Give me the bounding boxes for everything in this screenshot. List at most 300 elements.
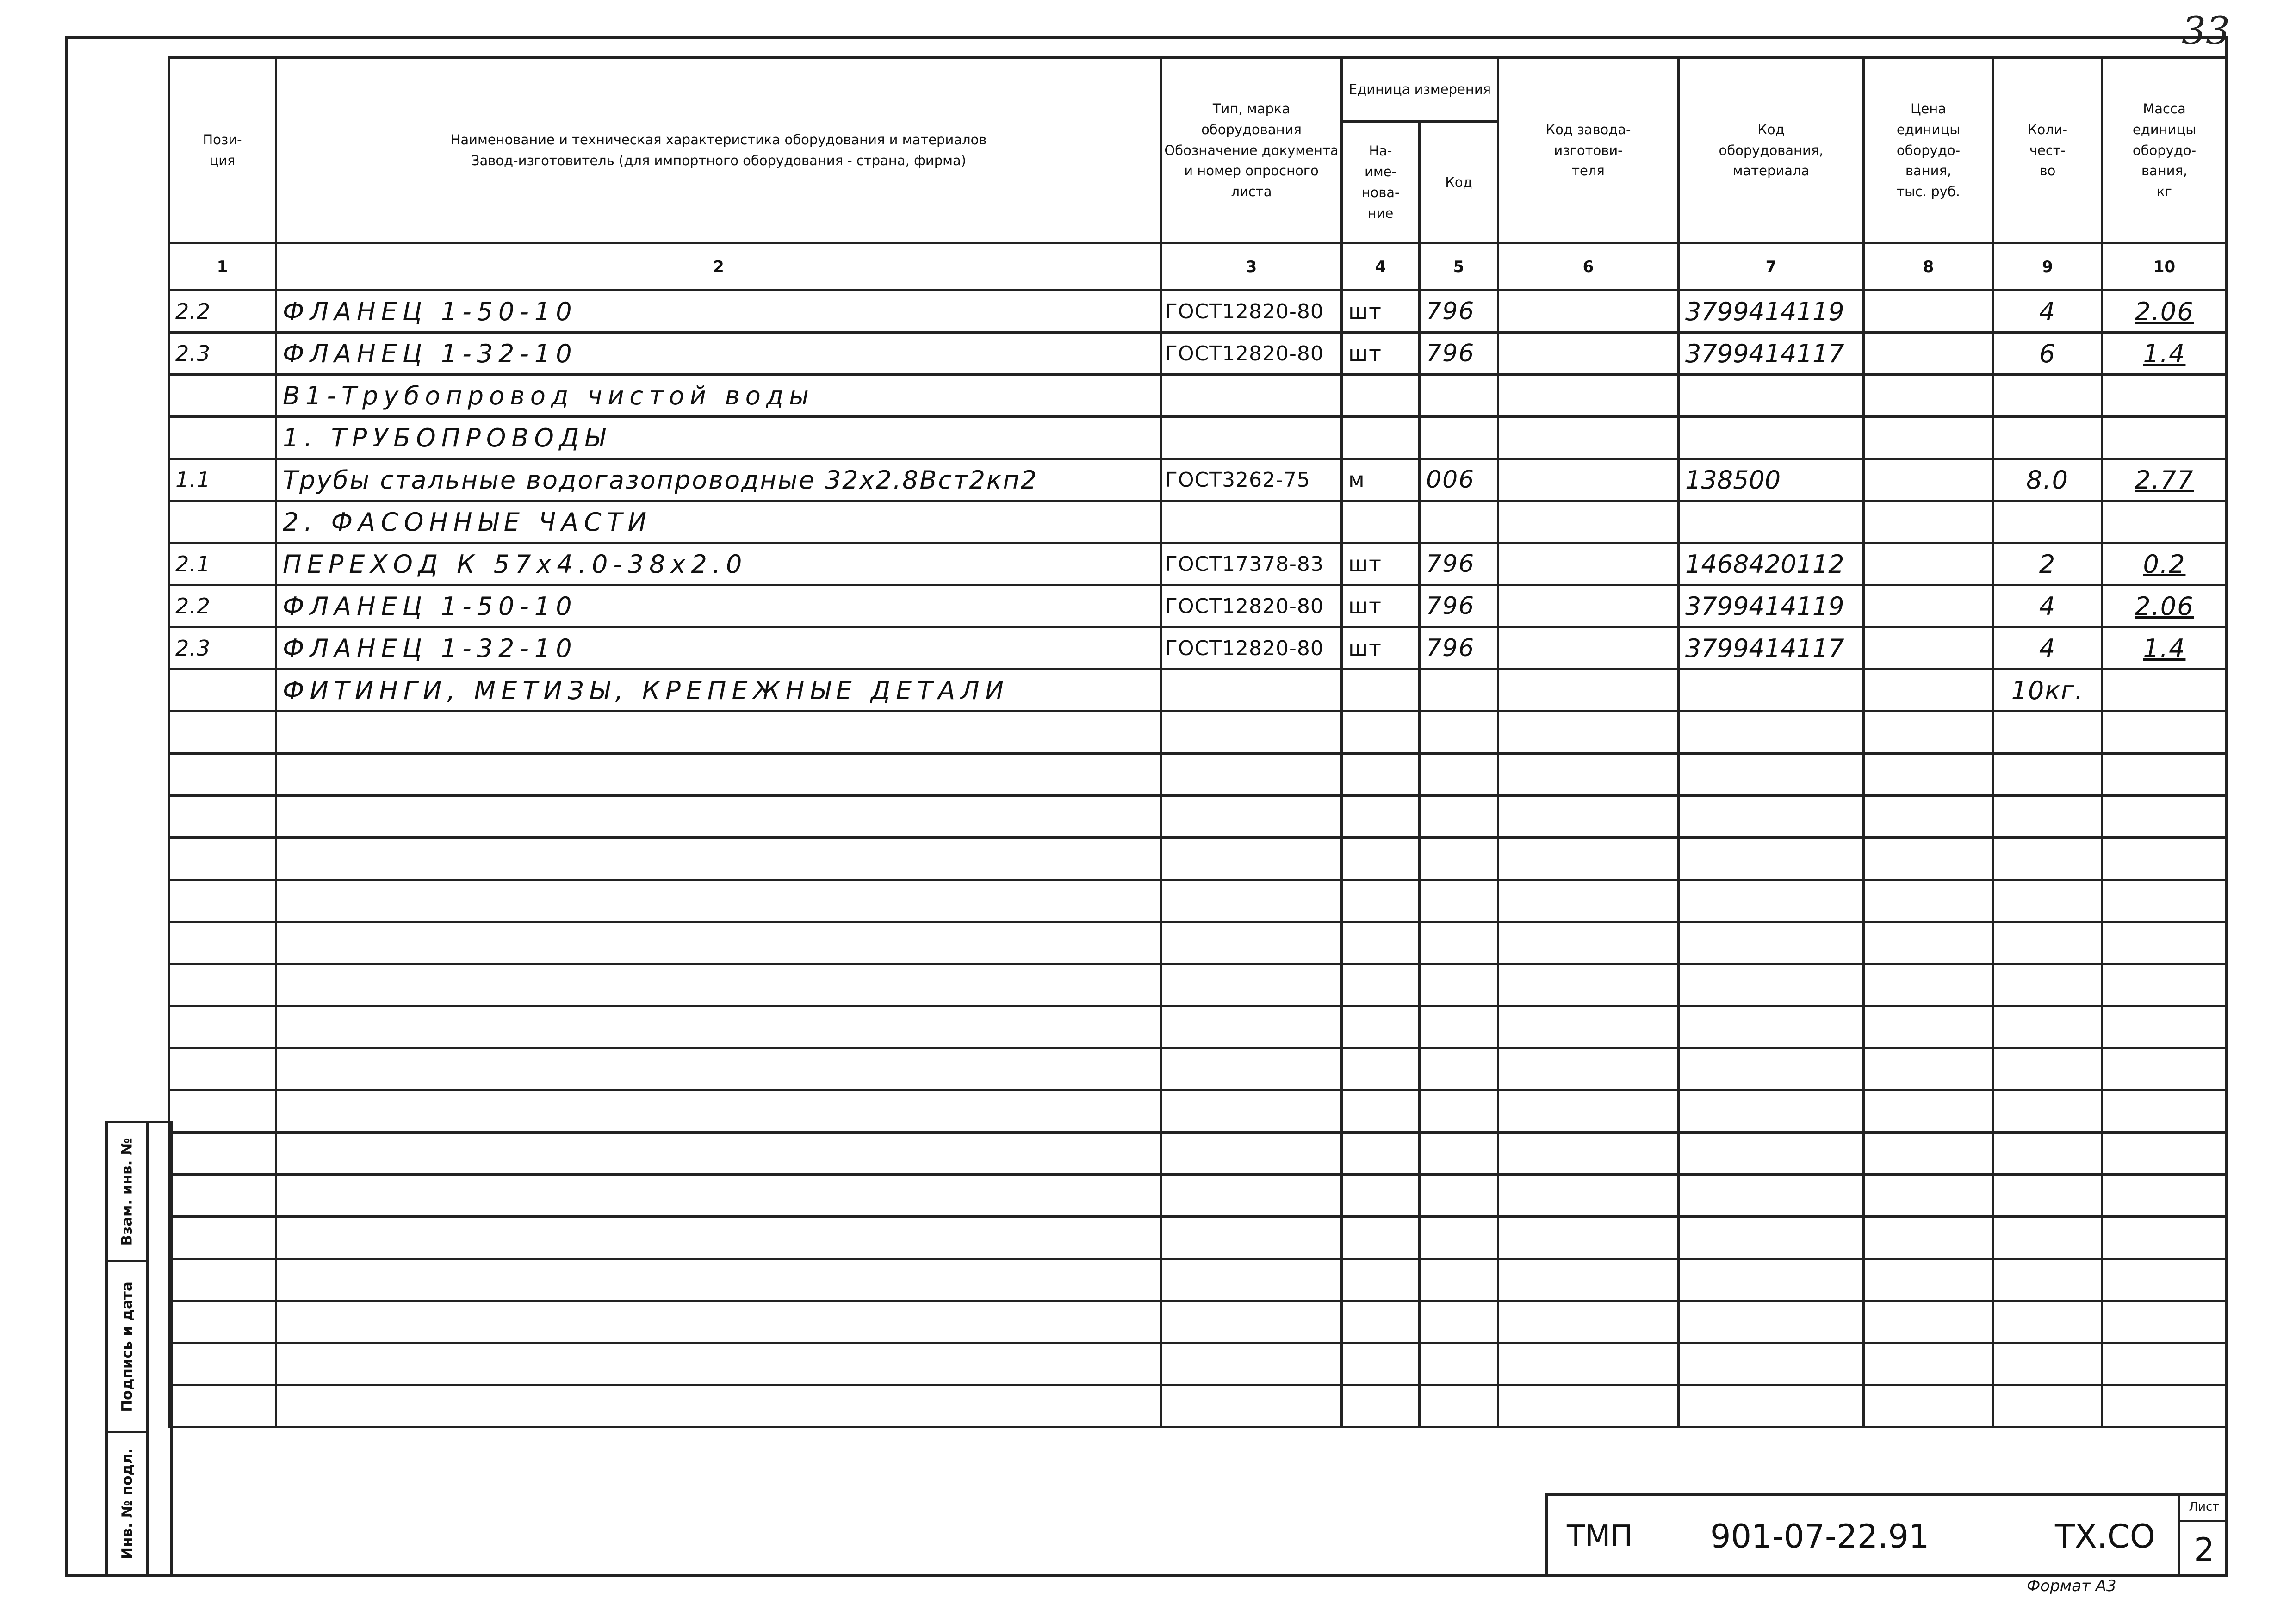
cell-name: ФИТИНГИ, МЕТИЗЫ, КРЕПЕЖНЫЕ ДЕТАЛИ	[276, 669, 1161, 712]
header-position: Пози- ция	[169, 58, 276, 243]
cell-manufacturer-code	[1498, 291, 1679, 333]
cell-price	[1864, 1301, 1993, 1343]
cell-mass: 2.06	[2102, 291, 2227, 333]
cell-mass	[2102, 712, 2227, 754]
cell-mass	[2102, 796, 2227, 838]
cell-quantity: 10кг.	[1993, 669, 2102, 712]
specification-table	[168, 56, 2228, 1428]
cell-unit-code	[1420, 754, 1498, 796]
cell-price	[1864, 1259, 1993, 1301]
cell-unit	[1342, 1090, 1420, 1133]
cell-position	[169, 1133, 276, 1175]
cell-quantity: 4	[1993, 291, 2102, 333]
cell-manufacturer-code	[1498, 459, 1679, 501]
cell-unit-code	[1420, 669, 1498, 712]
cell-material-code	[1679, 375, 1864, 417]
cell-unit-code	[1420, 1217, 1498, 1259]
cell-quantity	[1993, 1048, 2102, 1090]
table-row	[169, 1343, 2227, 1385]
cell-name	[276, 1133, 1161, 1175]
cell-name: ФЛАНЕЦ 1-50-10	[276, 291, 1161, 333]
column-number: 1	[169, 243, 276, 291]
cell-mass	[2102, 880, 2227, 922]
cell-material-code	[1679, 964, 1864, 1006]
cell-material-code	[1679, 1048, 1864, 1090]
cell-quantity: 8.0	[1993, 459, 2102, 501]
cell-price	[1864, 922, 1993, 964]
cell-price	[1864, 964, 1993, 1006]
table-row	[169, 1385, 2227, 1427]
cell-mass	[2102, 964, 2227, 1006]
cell-quantity: 4	[1993, 585, 2102, 627]
table-row	[169, 712, 2227, 754]
cell-document	[1161, 501, 1342, 543]
table-row	[169, 1133, 2227, 1175]
cell-manufacturer-code	[1498, 417, 1679, 459]
cell-price	[1864, 1217, 1993, 1259]
cell-price	[1864, 712, 1993, 754]
cell-price	[1864, 669, 1993, 712]
column-number: 6	[1498, 243, 1679, 291]
cell-mass: 2.77	[2102, 459, 2227, 501]
table-row	[169, 1006, 2227, 1048]
table-row	[169, 585, 2227, 627]
cell-manufacturer-code	[1498, 1175, 1679, 1217]
cell-position	[169, 1006, 276, 1048]
cell-name	[276, 1048, 1161, 1090]
cell-mass	[2102, 669, 2227, 712]
cell-mass	[2102, 1048, 2227, 1090]
table-row	[169, 291, 2227, 333]
title-designation: 901-07-22.91	[1710, 1517, 1930, 1555]
cell-name	[276, 964, 1161, 1006]
cell-unit-code	[1420, 1343, 1498, 1385]
cell-mass	[2102, 1259, 2227, 1301]
cell-document: ГОСТ3262-75	[1161, 459, 1342, 501]
cell-document	[1161, 1133, 1342, 1175]
cell-manufacturer-code	[1498, 669, 1679, 712]
table-row	[169, 1217, 2227, 1259]
table-row	[169, 922, 2227, 964]
cell-position	[169, 1343, 276, 1385]
cell-name	[276, 1301, 1161, 1343]
cell-name	[276, 712, 1161, 754]
cell-quantity	[1993, 1006, 2102, 1048]
cell-mass	[2102, 375, 2227, 417]
cell-document	[1161, 1343, 1342, 1385]
cell-position	[169, 1175, 276, 1217]
page-number: 33	[2182, 9, 2230, 53]
cell-unit	[1342, 501, 1420, 543]
cell-document: ГОСТ12820-80	[1161, 333, 1342, 375]
cell-material-code	[1679, 1133, 1864, 1175]
cell-price	[1864, 1048, 1993, 1090]
header-material-code: Код оборудования, материала	[1679, 58, 1864, 243]
cell-unit	[1342, 1048, 1420, 1090]
stamp-original-inventory: Инв. № подл.	[119, 1448, 136, 1559]
cell-quantity	[1993, 754, 2102, 796]
cell-unit-code	[1420, 712, 1498, 754]
cell-unit-code: 006	[1420, 459, 1498, 501]
cell-name	[276, 1217, 1161, 1259]
column-number: 3	[1161, 243, 1342, 291]
cell-material-code	[1679, 1006, 1864, 1048]
cell-unit	[1342, 417, 1420, 459]
cell-name	[276, 1175, 1161, 1217]
cell-unit	[1342, 754, 1420, 796]
cell-name	[276, 1385, 1161, 1427]
cell-name	[276, 1090, 1161, 1133]
cell-price	[1864, 754, 1993, 796]
sheet-number: 2	[2194, 1531, 2215, 1569]
cell-material-code: 3799414117	[1679, 333, 1864, 375]
cell-unit: шт	[1342, 291, 1420, 333]
sheet-label: Лист	[2180, 1496, 2228, 1522]
cell-price	[1864, 501, 1993, 543]
cell-document	[1161, 838, 1342, 880]
cell-material-code	[1679, 1217, 1864, 1259]
cell-name: 1. ТРУБОПРОВОДЫ	[276, 417, 1161, 459]
cell-position	[169, 1217, 276, 1259]
cell-mass	[2102, 1343, 2227, 1385]
cell-document	[1161, 964, 1342, 1006]
cell-document	[1161, 922, 1342, 964]
table-row	[169, 1259, 2227, 1301]
cell-mass: 2.06	[2102, 585, 2227, 627]
cell-mass	[2102, 1090, 2227, 1133]
cell-document	[1161, 417, 1342, 459]
cell-position	[169, 1259, 276, 1301]
cell-position: 2.1	[169, 543, 276, 585]
cell-manufacturer-code	[1498, 880, 1679, 922]
header-document: Тип, марка оборудования Обозначение документа и номер опросного листа	[1161, 58, 1342, 243]
cell-material-code	[1679, 880, 1864, 922]
cell-manufacturer-code	[1498, 1343, 1679, 1385]
header-unit-code: Код	[1420, 122, 1498, 243]
cell-quantity: 2	[1993, 543, 2102, 585]
sheet-number-box	[2178, 1496, 2228, 1577]
cell-unit-code	[1420, 838, 1498, 880]
cell-unit	[1342, 838, 1420, 880]
cell-quantity: 4	[1993, 627, 2102, 669]
cell-material-code	[1679, 669, 1864, 712]
cell-name: ФЛАНЕЦ 1-50-10	[276, 585, 1161, 627]
cell-unit-code: 796	[1420, 585, 1498, 627]
cell-unit-code	[1420, 1048, 1498, 1090]
cell-quantity	[1993, 964, 2102, 1006]
header-name: Наименование и техническая характеристика оборудования и материалов Завод-изготовитель (для импортного оборудования - страна, фирма)	[276, 58, 1161, 243]
table-row	[169, 459, 2227, 501]
cell-name: В1-Трубопровод чистой воды	[276, 375, 1161, 417]
cell-unit	[1342, 1301, 1420, 1343]
cell-document	[1161, 1048, 1342, 1090]
cell-document: ГОСТ12820-80	[1161, 291, 1342, 333]
cell-name: ПЕРЕХОД К 57х4.0-38х2.0	[276, 543, 1161, 585]
cell-price	[1864, 417, 1993, 459]
cell-position	[169, 712, 276, 754]
cell-document	[1161, 1175, 1342, 1217]
cell-document	[1161, 1385, 1342, 1427]
cell-unit-code	[1420, 880, 1498, 922]
cell-manufacturer-code	[1498, 838, 1679, 880]
header-manufacturer-code: Код завода- изготови- теля	[1498, 58, 1679, 243]
cell-name: ФЛАНЕЦ 1-32-10	[276, 627, 1161, 669]
cell-material-code	[1679, 796, 1864, 838]
cell-price	[1864, 1175, 1993, 1217]
stamp-replaced-inventory: Взам. инв. №	[108, 1123, 146, 1262]
cell-material-code	[1679, 417, 1864, 459]
cell-document	[1161, 754, 1342, 796]
cell-unit-code	[1420, 375, 1498, 417]
column-number: 5	[1420, 243, 1498, 291]
cell-document	[1161, 1301, 1342, 1343]
cell-material-code: 138500	[1679, 459, 1864, 501]
cell-material-code	[1679, 1259, 1864, 1301]
cell-manufacturer-code	[1498, 1090, 1679, 1133]
cell-name	[276, 1259, 1161, 1301]
cell-unit	[1342, 796, 1420, 838]
cell-position	[169, 1385, 276, 1427]
cell-price	[1864, 291, 1993, 333]
cell-position	[169, 796, 276, 838]
cell-mass	[2102, 501, 2227, 543]
cell-mass	[2102, 417, 2227, 459]
cell-unit	[1342, 1343, 1420, 1385]
cell-document	[1161, 375, 1342, 417]
cell-position	[169, 1048, 276, 1090]
cell-quantity	[1993, 375, 2102, 417]
cell-unit	[1342, 1217, 1420, 1259]
cell-position: 2.2	[169, 291, 276, 333]
cell-name: 2. ФАСОННЫЕ ЧАСТИ	[276, 501, 1161, 543]
table-row	[169, 333, 2227, 375]
stamp-signature-date: Подпись и дата	[108, 1262, 146, 1433]
cell-manufacturer-code	[1498, 333, 1679, 375]
cell-manufacturer-code	[1498, 1385, 1679, 1427]
cell-price	[1864, 880, 1993, 922]
cell-manufacturer-code	[1498, 543, 1679, 585]
cell-unit-code	[1420, 1133, 1498, 1175]
stamp-divider	[146, 1123, 149, 1574]
cell-quantity	[1993, 1385, 2102, 1427]
cell-quantity	[1993, 1090, 2102, 1133]
cell-mass	[2102, 1006, 2227, 1048]
column-number: 4	[1342, 243, 1420, 291]
cell-manufacturer-code	[1498, 922, 1679, 964]
cell-position	[169, 1090, 276, 1133]
table-row	[169, 1048, 2227, 1090]
cell-quantity	[1993, 1217, 2102, 1259]
cell-quantity	[1993, 1175, 2102, 1217]
cell-unit-code	[1420, 922, 1498, 964]
title-block	[1545, 1493, 2228, 1577]
cell-unit	[1342, 1133, 1420, 1175]
cell-unit	[1342, 1175, 1420, 1217]
cell-unit	[1342, 669, 1420, 712]
cell-unit-code	[1420, 417, 1498, 459]
cell-position	[169, 501, 276, 543]
cell-name	[276, 838, 1161, 880]
cell-position: 2.3	[169, 627, 276, 669]
cell-unit-code	[1420, 1175, 1498, 1217]
table-row	[169, 543, 2227, 585]
cell-manufacturer-code	[1498, 1006, 1679, 1048]
cell-position	[169, 922, 276, 964]
cell-price	[1864, 1385, 1993, 1427]
cell-document: ГОСТ17378-83	[1161, 543, 1342, 585]
table-row	[169, 627, 2227, 669]
cell-material-code	[1679, 754, 1864, 796]
header-quantity: Коли- чест- во	[1993, 58, 2102, 243]
cell-unit	[1342, 922, 1420, 964]
cell-manufacturer-code	[1498, 1217, 1679, 1259]
cell-mass	[2102, 1385, 2227, 1427]
cell-material-code	[1679, 1175, 1864, 1217]
column-number: 9	[1993, 243, 2102, 291]
cell-document	[1161, 1006, 1342, 1048]
column-number: 10	[2102, 243, 2227, 291]
cell-unit: шт	[1342, 333, 1420, 375]
table-row	[169, 375, 2227, 417]
cell-manufacturer-code	[1498, 1301, 1679, 1343]
cell-manufacturer-code	[1498, 501, 1679, 543]
cell-name	[276, 880, 1161, 922]
table-row	[169, 880, 2227, 922]
cell-unit	[1342, 880, 1420, 922]
cell-material-code: 3799414117	[1679, 627, 1864, 669]
cell-unit-code	[1420, 1006, 1498, 1048]
column-number-row	[169, 243, 2227, 291]
cell-unit	[1342, 375, 1420, 417]
cell-unit	[1342, 1259, 1420, 1301]
table-row	[169, 417, 2227, 459]
cell-price	[1864, 459, 1993, 501]
cell-name	[276, 1006, 1161, 1048]
cell-manufacturer-code	[1498, 627, 1679, 669]
cell-manufacturer-code	[1498, 585, 1679, 627]
cell-quantity	[1993, 1301, 2102, 1343]
cell-position	[169, 375, 276, 417]
cell-material-code	[1679, 1301, 1864, 1343]
cell-position	[169, 1301, 276, 1343]
table-row	[169, 1301, 2227, 1343]
cell-position	[169, 754, 276, 796]
table-row	[169, 838, 2227, 880]
cell-price	[1864, 585, 1993, 627]
cell-document	[1161, 712, 1342, 754]
cell-document	[1161, 1217, 1342, 1259]
cell-position	[169, 880, 276, 922]
cell-material-code: 3799414119	[1679, 291, 1864, 333]
header-unit-name: На- име- нова- ние	[1342, 122, 1420, 243]
cell-position	[169, 964, 276, 1006]
cell-position: 2.3	[169, 333, 276, 375]
cell-price	[1864, 796, 1993, 838]
cell-document: ГОСТ12820-80	[1161, 627, 1342, 669]
cell-unit: шт	[1342, 627, 1420, 669]
cell-unit	[1342, 1385, 1420, 1427]
cell-manufacturer-code	[1498, 1259, 1679, 1301]
cell-price	[1864, 1090, 1993, 1133]
cell-name: ФЛАНЕЦ 1-32-10	[276, 333, 1161, 375]
format-note: Формат А3	[2027, 1577, 2116, 1595]
cell-unit-code: 796	[1420, 543, 1498, 585]
cell-unit	[1342, 964, 1420, 1006]
cell-mass	[2102, 1175, 2227, 1217]
column-number: 2	[276, 243, 1161, 291]
table-row	[169, 1090, 2227, 1133]
cell-mass	[2102, 1217, 2227, 1259]
cell-manufacturer-code	[1498, 712, 1679, 754]
cell-price	[1864, 1343, 1993, 1385]
cell-unit: м	[1342, 459, 1420, 501]
cell-mass	[2102, 838, 2227, 880]
cell-price	[1864, 1006, 1993, 1048]
cell-price	[1864, 838, 1993, 880]
cell-unit-code	[1420, 796, 1498, 838]
title-series: ТМП	[1567, 1519, 1633, 1554]
cell-quantity	[1993, 1133, 2102, 1175]
cell-unit-code	[1420, 1301, 1498, 1343]
cell-document: ГОСТ12820-80	[1161, 585, 1342, 627]
cell-name: Трубы стальные водогазопроводные 32х2.8Вст2кп2	[276, 459, 1161, 501]
cell-name	[276, 922, 1161, 964]
cell-name	[276, 796, 1161, 838]
cell-position	[169, 838, 276, 880]
table-row	[169, 754, 2227, 796]
cell-quantity	[1993, 1343, 2102, 1385]
cell-price	[1864, 375, 1993, 417]
cell-material-code	[1679, 1090, 1864, 1133]
cell-manufacturer-code	[1498, 375, 1679, 417]
cell-quantity	[1993, 922, 2102, 964]
header-unit-group: Единица измерения	[1342, 58, 1498, 122]
cell-document	[1161, 796, 1342, 838]
cell-unit-code	[1420, 501, 1498, 543]
cell-name	[276, 754, 1161, 796]
table-row	[169, 796, 2227, 838]
header-price: Цена единицы оборудо- вания, тыс. руб.	[1864, 58, 1993, 243]
cell-mass	[2102, 754, 2227, 796]
cell-document	[1161, 669, 1342, 712]
cell-price	[1864, 333, 1993, 375]
cell-unit: шт	[1342, 543, 1420, 585]
header-mass: Масса единицы оборудо- вания, кг	[2102, 58, 2227, 243]
cell-material-code: 1468420112	[1679, 543, 1864, 585]
cell-unit-code: 796	[1420, 333, 1498, 375]
cell-mass	[2102, 1301, 2227, 1343]
cell-position: 1.1	[169, 459, 276, 501]
cell-material-code	[1679, 1385, 1864, 1427]
cell-position: 2.2	[169, 585, 276, 627]
table-row	[169, 964, 2227, 1006]
cell-manufacturer-code	[1498, 1048, 1679, 1090]
column-number: 7	[1679, 243, 1864, 291]
column-number: 8	[1864, 243, 1993, 291]
cell-unit-code	[1420, 1259, 1498, 1301]
cell-material-code	[1679, 1343, 1864, 1385]
cell-unit-code	[1420, 1090, 1498, 1133]
cell-document	[1161, 1090, 1342, 1133]
cell-position	[169, 417, 276, 459]
cell-mass: 1.4	[2102, 333, 2227, 375]
cell-quantity	[1993, 838, 2102, 880]
table-row	[169, 501, 2227, 543]
cell-material-code	[1679, 838, 1864, 880]
cell-unit-code	[1420, 1385, 1498, 1427]
cell-material-code: 3799414119	[1679, 585, 1864, 627]
cell-price	[1864, 627, 1993, 669]
